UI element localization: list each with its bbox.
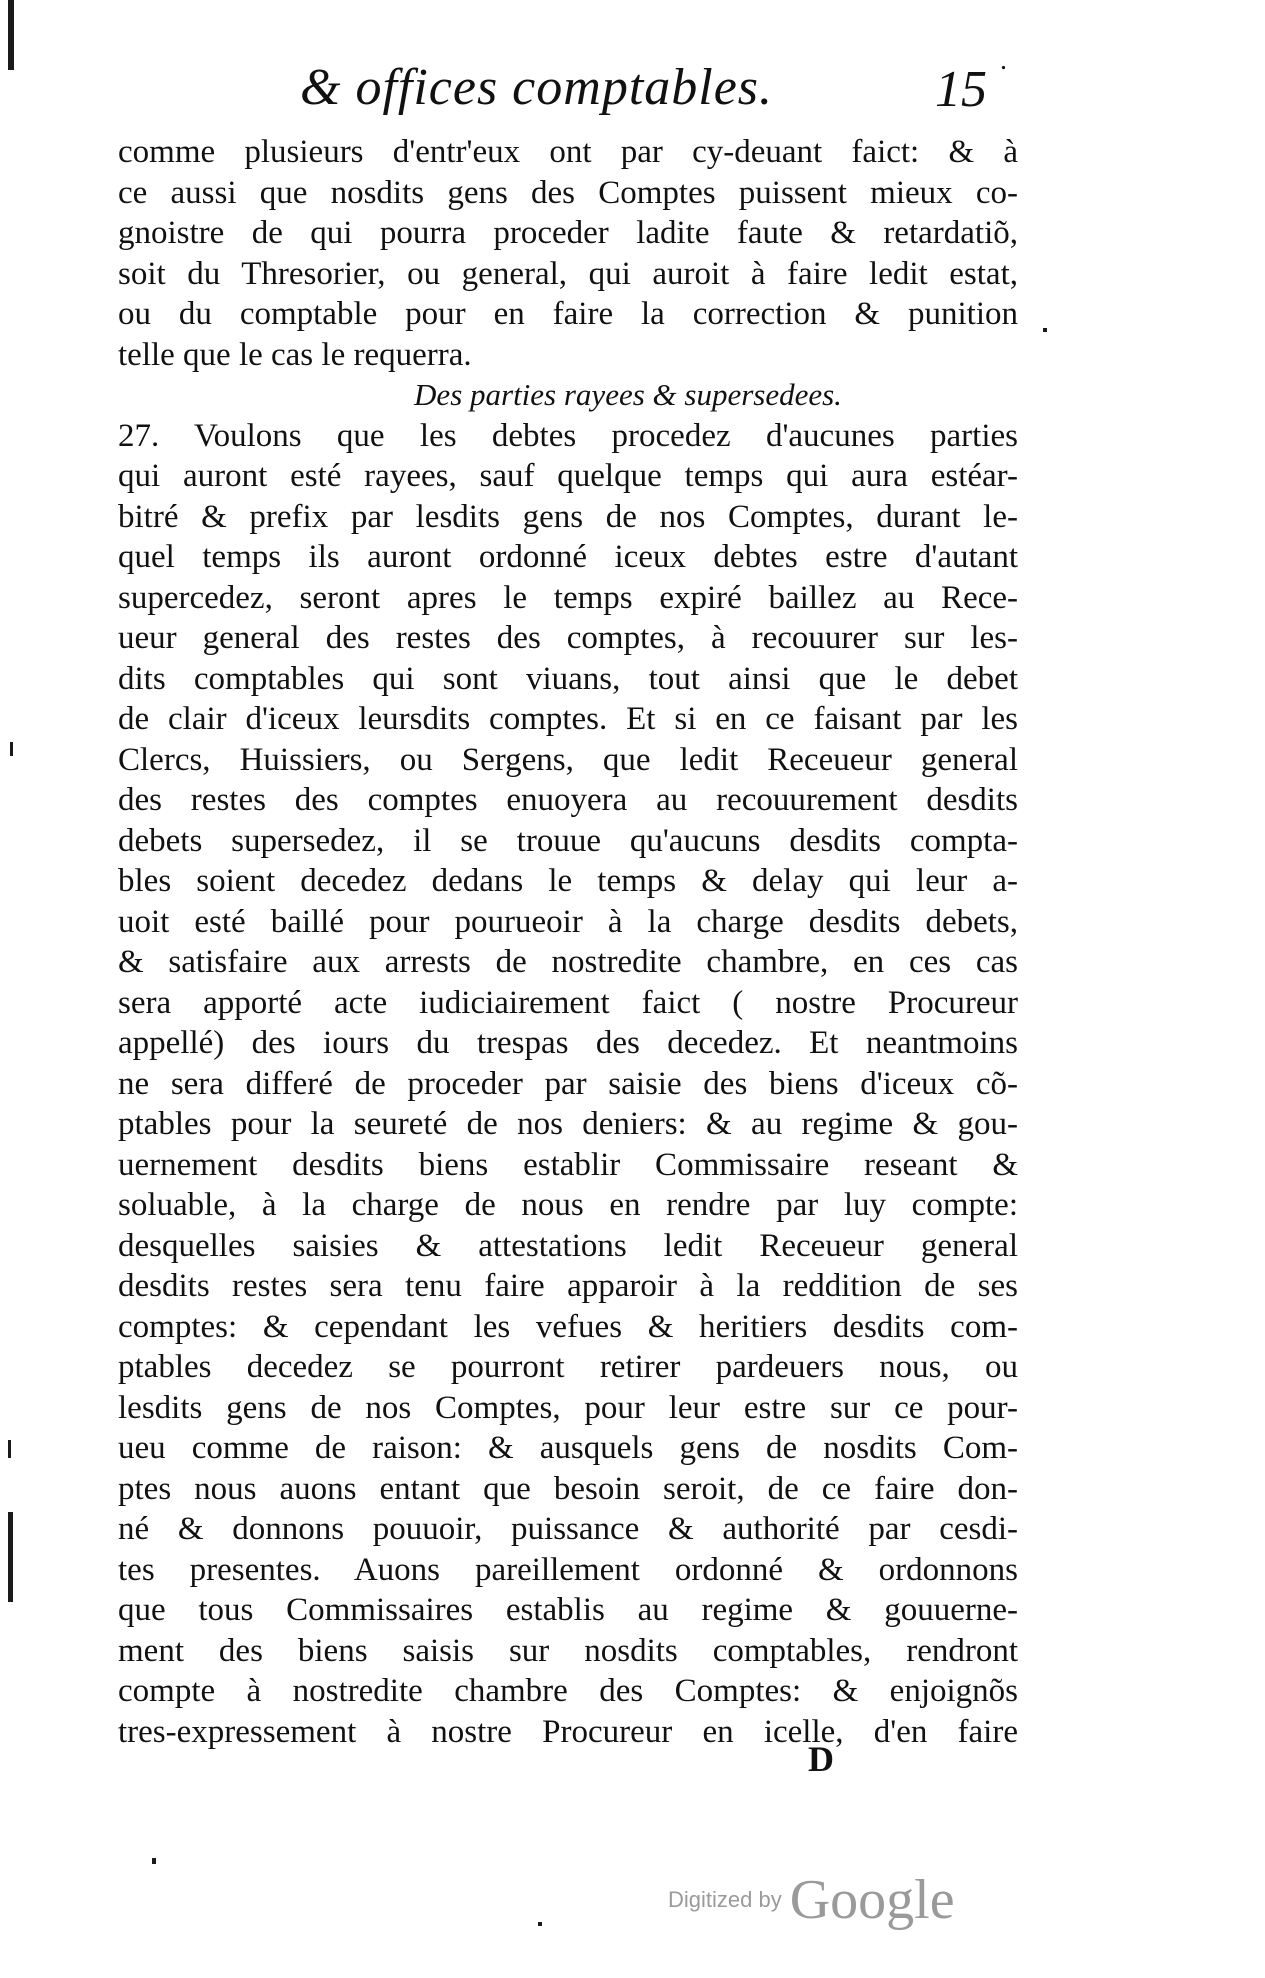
article-line: ueu comme de raison: & ausquels gens de nosdits Com-	[118, 1430, 1018, 1466]
article-line: que tous Commissaires establis au regime & gouuerne-	[118, 1592, 1018, 1628]
article-line: lesdits gens de nos Comptes, pour leur estre sur ce pour-	[118, 1389, 1018, 1426]
article-line: tes presentes. Auons pareillement ordonné & ordonnons	[118, 1551, 1018, 1588]
article-line: uoit esté baillé pour pourueoir à la charge desdits debets,	[118, 903, 1018, 940]
speck-bottom-1	[152, 1858, 156, 1864]
article-line: uernement desdits biens establir Commissaire reseant &	[118, 1146, 1018, 1183]
article-line: qui auront esté rayees, sauf quelque temps qui aura estéar-	[118, 458, 1018, 494]
article-line: ptables pour la seureté de nos deniers: & au regime & gou-	[118, 1106, 1018, 1142]
watermark-prefix: Digitized by	[668, 1887, 782, 1912]
article-line: dits comptables qui sont viuans, tout ainsi que le debet	[118, 660, 1018, 697]
google-logo: Google	[789, 1869, 955, 1931]
article-line: de clair d'iceux leursdits comptes. Et si en ce faisant par les	[118, 701, 1018, 737]
edge-mark-left-3	[8, 1512, 13, 1602]
text-line: ou du comptable pour en faire la correction & punition	[118, 296, 1018, 332]
article-line: debets supersedez, il se trouue qu'aucuns desdits compta-	[118, 822, 1018, 859]
text-line: ce aussi que nosdits gens des Comptes puissent mieux co-	[118, 174, 1018, 211]
article-line: 27. Voulons que les debtes procedez d'aucunes parties	[118, 417, 1018, 454]
article-line: quel temps ils auront ordonné iceux debtes estre d'autant	[118, 539, 1018, 575]
article-line: sera apporté acte iudiciairement faict ( nostre Procureur	[118, 984, 1018, 1021]
article-line: des restes des comptes enuoyera au recouurement desdits	[118, 782, 1018, 818]
text-line: soit du Thresorier, ou general, qui auroit à faire ledit estat,	[118, 255, 1018, 292]
text-line: gnoistre de qui pourra proceder ladite faute & retardatiõ,	[118, 215, 1018, 251]
article-line: ptables decedez se pourront retirer pardeuers nous, ou	[118, 1349, 1018, 1385]
article-line: desdits restes sera tenu faire apparoir à la reddition de ses	[118, 1268, 1018, 1304]
section-heading: Des parties rayees & supersedees.	[414, 377, 842, 412]
digitized-watermark	[668, 1868, 955, 1932]
page-number: 15	[935, 61, 987, 118]
article-line: ne sera differé de proceder par saisie des biens d'iceux cõ-	[118, 1065, 1018, 1102]
article-line: appellé) des iours du trespas des decedez. Et neantmoins	[118, 1025, 1018, 1061]
running-head: & offices comptables.	[300, 59, 774, 116]
article-line: soluable, à la charge de nous en rendre par luy compte:	[118, 1187, 1018, 1223]
article-line: ment des biens saisis sur nosdits comptables, rendront	[118, 1632, 1018, 1669]
article-line: supercedez, seront apres le temps expiré baillez au Rece-	[118, 579, 1018, 616]
article-line: bles soient decedez dedans le temps & delay qui leur a-	[118, 863, 1018, 899]
article-line: compte à nostredite chambre des Comptes: & enjoignõs	[118, 1673, 1018, 1709]
edge-mark-left-1	[10, 742, 13, 756]
article-line: ueur general des restes des comptes, à recouurer sur les-	[118, 620, 1018, 656]
article-line: né & donnons pouuoir, puissance & authorité par cesdi-	[118, 1511, 1018, 1547]
text-line: comme plusieurs d'entr'eux ont par cy-deuant faict: & à	[118, 134, 1018, 170]
article-line: Clercs, Huissiers, ou Sergens, que ledit Receueur general	[118, 741, 1018, 778]
article-line: bitré & prefix par lesdits gens de nos Comptes, durant le-	[118, 498, 1018, 535]
edge-mark-left-2	[8, 1440, 11, 1458]
article-line: ptes nous auons entant que besoin seroit, de ce faire don-	[118, 1470, 1018, 1507]
body-text	[118, 132, 1018, 1752]
article-line: desquelles saisies & attestations ledit Receueur general	[118, 1227, 1018, 1264]
speck-right	[1043, 328, 1047, 332]
article-line: tres-expressement à nostre Procureur en icelle, d'en faire	[118, 1713, 1018, 1750]
text-line: telle que le cas le requerra.	[118, 336, 472, 373]
edge-mark-top-left	[8, 0, 14, 70]
article-line: & satisfaire aux arrests de nostredite chambre, en ces cas	[118, 944, 1018, 980]
folio-mark: .	[1000, 45, 1007, 76]
speck-bottom-2	[538, 1922, 542, 1926]
article-line: comptes: & cependant les vefues & heritiers desdits com-	[118, 1308, 1018, 1345]
signature-mark: D	[808, 1739, 834, 1779]
